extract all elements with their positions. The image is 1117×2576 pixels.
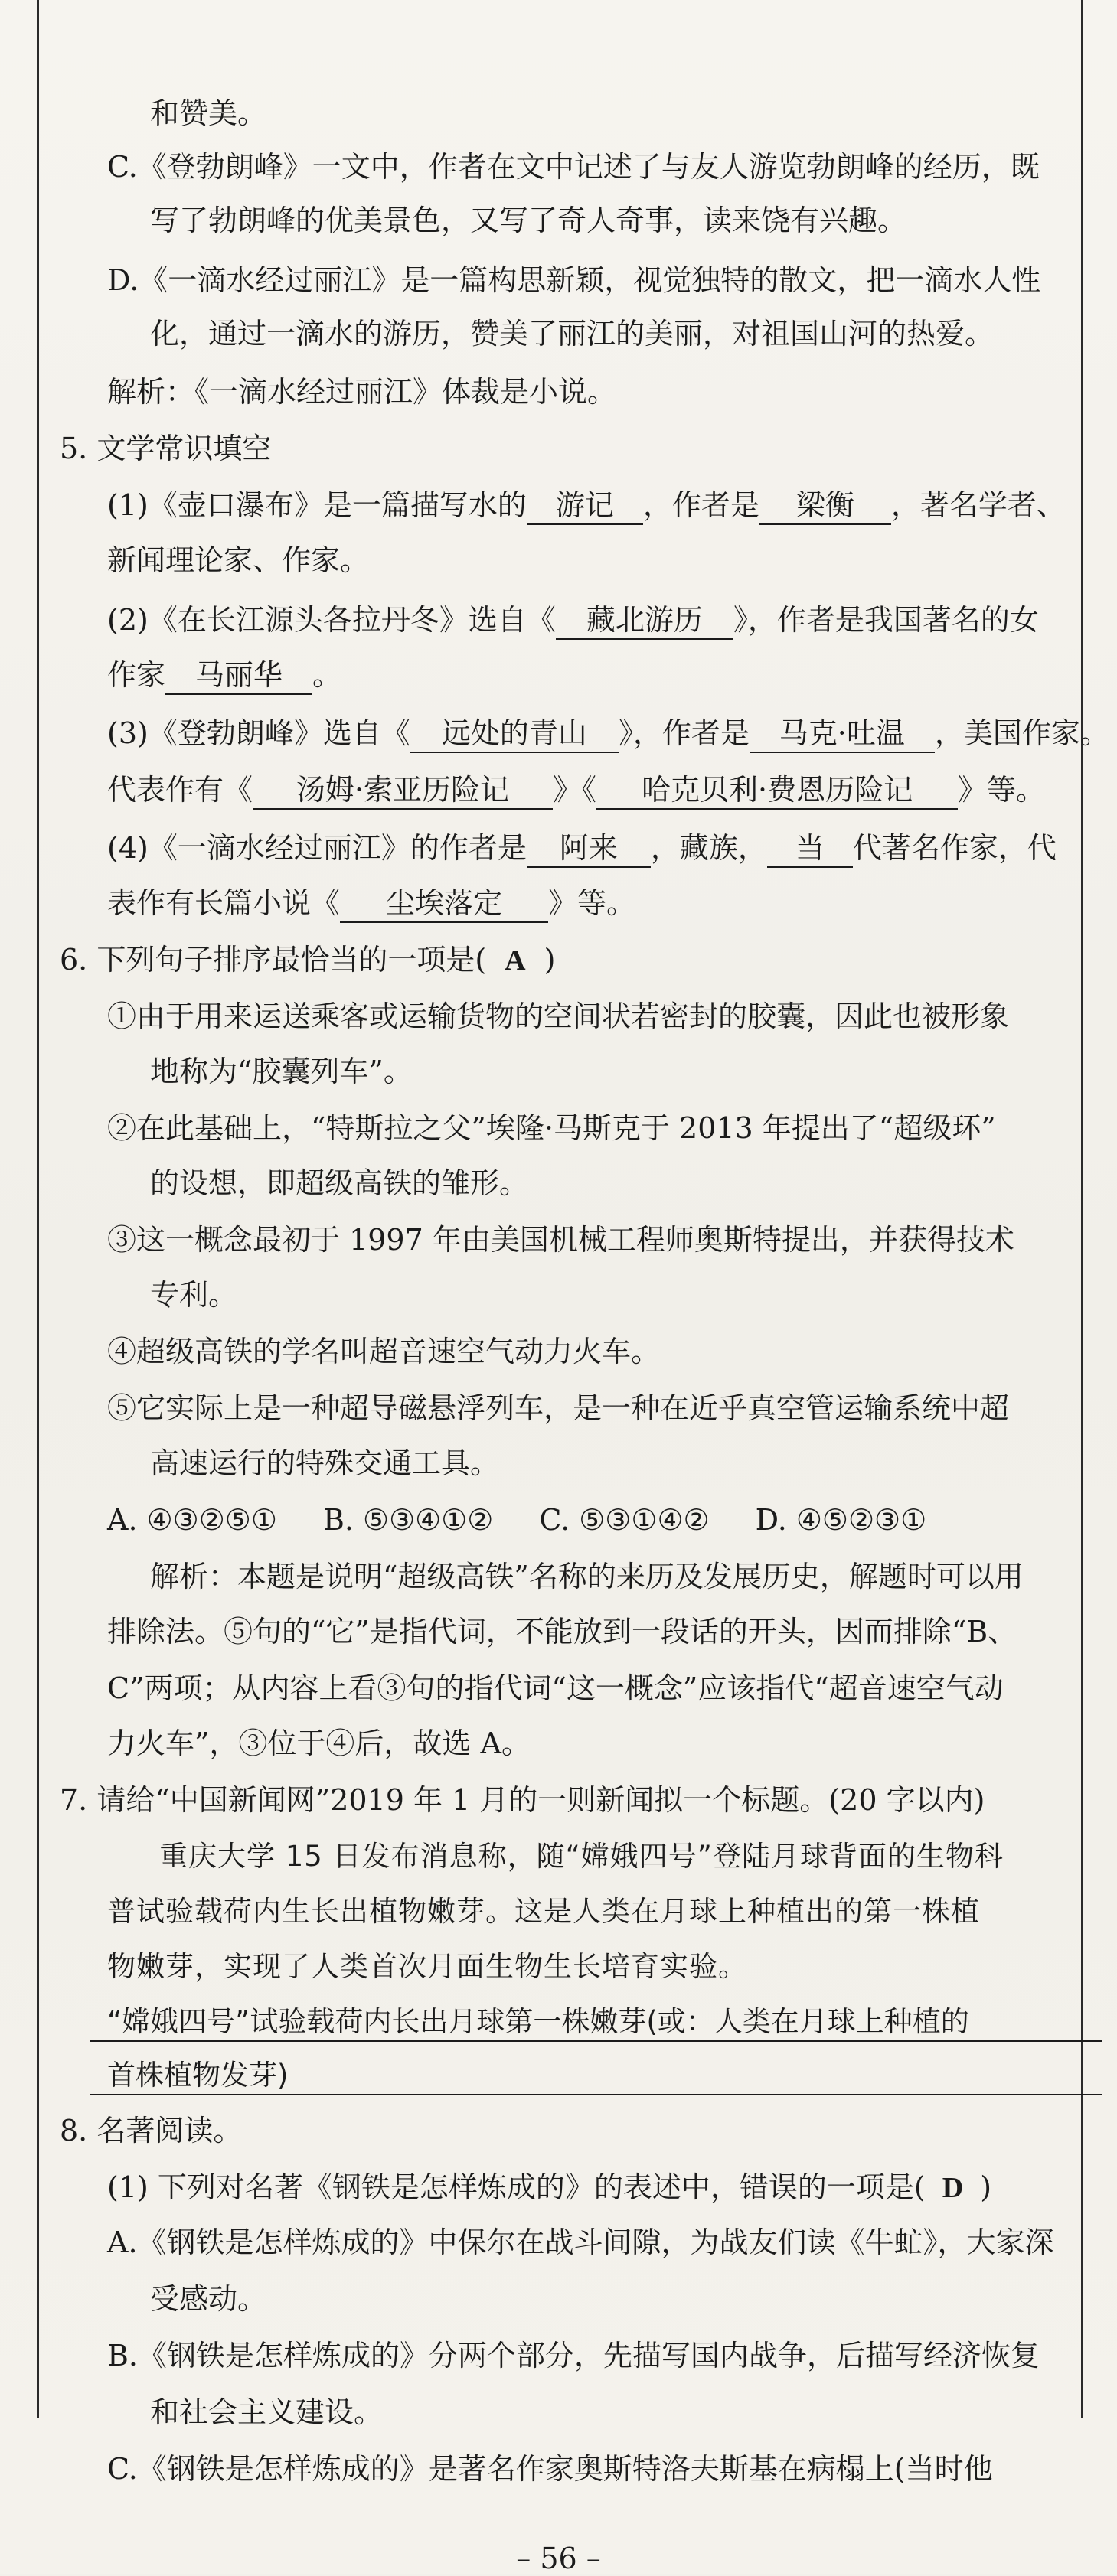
news-passage-line: 物嫩芽，实现了人类首次月面生物生长培育实验。 <box>107 1950 747 1983</box>
option-a-line: A.《钢铁是怎样炼成的》中保尔在战斗间隙，为战友们读《牛虻》，大家深 <box>107 2225 1054 2259</box>
answer-underline <box>90 2094 1102 2095</box>
option-b-line: B.《钢铁是怎样炼成的》分两个部分，先描写国内战争，后描写经济恢复 <box>107 2339 1040 2372</box>
right-margin-rule <box>1081 0 1083 2418</box>
option-d: D. ④⑤②③① <box>755 1503 927 1537</box>
answer-blank: 远处的青山 <box>410 715 619 753</box>
text-line: 的设想，即超级高铁的雏形。 <box>150 1166 529 1200</box>
answer-blank: 哈克贝利·费恩历险记 <box>596 771 958 810</box>
answer-letter: D <box>942 2172 964 2204</box>
text-line: 表作有长篇小说《 尘埃落定 》等。 <box>107 882 635 924</box>
option-d-line: D.《一滴水经过丽江》是一篇构思新颖，视觉独特的散文，把一滴水人性 <box>107 263 1041 297</box>
analysis-line: 解析：《一滴水经过丽江》体裁是小说。 <box>107 375 617 409</box>
answer-line: “嫦娥四号”试验载荷内长出月球第一株嫩芽(或：人类在月球上种植的 <box>107 2005 969 2038</box>
analysis-line: 力火车”，③位于④后，故选 A。 <box>107 1727 531 1760</box>
answer-blank: 汤姆·索亚历险记 <box>253 771 553 810</box>
text-line: 专利。 <box>150 1278 238 1312</box>
q8-item-1: (1) 下列对名著《钢铁是怎样炼成的》的表述中，错误的一项是( D ) <box>107 2170 992 2204</box>
text-line: 作家 马丽华 。 <box>107 654 341 696</box>
answer-blank: 游记 <box>527 487 643 525</box>
question-7-title: 7. 请给“中国新闻网”2019 年 1 月的一则新闻拟一个标题。(20 字以内) <box>60 1783 985 1817</box>
option-a: A. ④③②⑤① <box>107 1503 277 1537</box>
text-line: 地称为“胶囊列车”。 <box>150 1055 413 1088</box>
sentence-2: ②在此基础上，“特斯拉之父”埃隆·马斯克于 2013 年提出了“超级环” <box>107 1111 996 1145</box>
answer-letter: A <box>505 944 526 977</box>
text-line: 和赞美。 <box>150 96 267 130</box>
text-line: 高速运行的特殊交通工具。 <box>150 1446 500 1480</box>
answer-line: 首株植物发芽) <box>107 2059 289 2092</box>
sentence-3: ③这一概念最初于 1997 年由美国机械工程师奥斯特提出，并获得技术 <box>107 1223 1014 1257</box>
option-c-line: C.《钢铁是怎样炼成的》是著名作家奥斯特洛夫斯基在病榻上(当时他 <box>107 2452 993 2486</box>
analysis-line: 解析：本题是说明“超级高铁”名称的来历及发展历史，解题时可以用 <box>150 1560 1024 1593</box>
option-c-line: C.《登勃朗峰》一文中，作者在文中记述了与友人游览勃朗峰的经历，既 <box>107 150 1040 184</box>
text-line: 写了勃朗峰的优美景色，又写了奇人奇事，读来饶有兴趣。 <box>150 204 907 237</box>
question-5-title: 5. 文学常识填空 <box>60 432 272 465</box>
q5-item-1: (1)《壶口瀑布》是一篇描写水的 游记 ，作者是 梁衡 ，著名学者、 <box>107 484 1066 527</box>
answer-blank: 马克·吐温 <box>750 715 935 753</box>
sentence-5: ⑤它实际上是一种超导磁悬浮列车，是一种在近乎真空管运输系统中超 <box>107 1391 1010 1425</box>
question-6-title: 6. 下列句子排序最恰当的一项是( A ) <box>60 943 556 977</box>
text-line: 代表作有《 汤姆·索亚历险记 》《 哈克贝利·费恩历险记 》等。 <box>107 768 1045 811</box>
q5-item-3: (3)《登勃朗峰》选自《 远处的青山 》，作者是 马克·吐温 ，美国作家。 <box>107 712 1109 755</box>
answer-underline <box>90 2040 1102 2042</box>
option-c: C. ⑤③①④② <box>539 1503 710 1537</box>
q5-item-2: (2)《在长江源头各拉丹冬》选自《 藏北游历 》，作者是我国著名的女 <box>107 598 1039 641</box>
page-number: – 56 – <box>516 2542 601 2575</box>
text-line: 受感动。 <box>150 2282 267 2316</box>
q6-options <box>107 1498 926 1541</box>
text-line: 化，通过一滴水的游历，赞美了丽江的美丽，对祖国山河的热爱。 <box>150 317 995 351</box>
news-passage-line: 重庆大学 15 日发布消息称，随“嫦娥四号”登陆月球背面的生物科 <box>159 1840 1004 1873</box>
news-passage-line: 普试验载荷内生长出植物嫩芽。这是人类在月球上种植出的第一株植 <box>107 1895 980 1928</box>
analysis-line: 排除法。⑤句的“它”是指代词，不能放到一段话的开头，因而排除“B、 <box>107 1615 1017 1648</box>
answer-blank: 尘埃落定 <box>340 885 548 923</box>
q5-item-4: (4)《一滴水经过丽江》的作者是 阿来 ，藏族， 当 代著名作家，代 <box>107 827 1057 869</box>
answer-blank: 当 <box>767 830 853 868</box>
answer-blank: 梁衡 <box>759 487 891 525</box>
answer-blank: 马丽华 <box>165 657 312 695</box>
question-8-title: 8. 名著阅读。 <box>60 2114 243 2147</box>
text-line: 和社会主义建设。 <box>150 2395 384 2429</box>
option-b: B. ⑤③④①② <box>322 1503 494 1537</box>
analysis-line: C”两项；从内容上看③句的指代词“这一概念”应该指代“超音速空气动 <box>107 1671 1004 1705</box>
left-margin-rule <box>37 0 39 2418</box>
sentence-4: ④超级高铁的学名叫超音速空气动力火车。 <box>107 1335 661 1368</box>
sentence-1: ①由于用来运送乘客或运输货物的空间状若密封的胶囊，因此也被形象 <box>107 999 1010 1033</box>
answer-blank: 阿来 <box>527 830 651 868</box>
text-line: 新闻理论家、作家。 <box>107 543 370 577</box>
answer-blank: 藏北游历 <box>556 602 733 640</box>
